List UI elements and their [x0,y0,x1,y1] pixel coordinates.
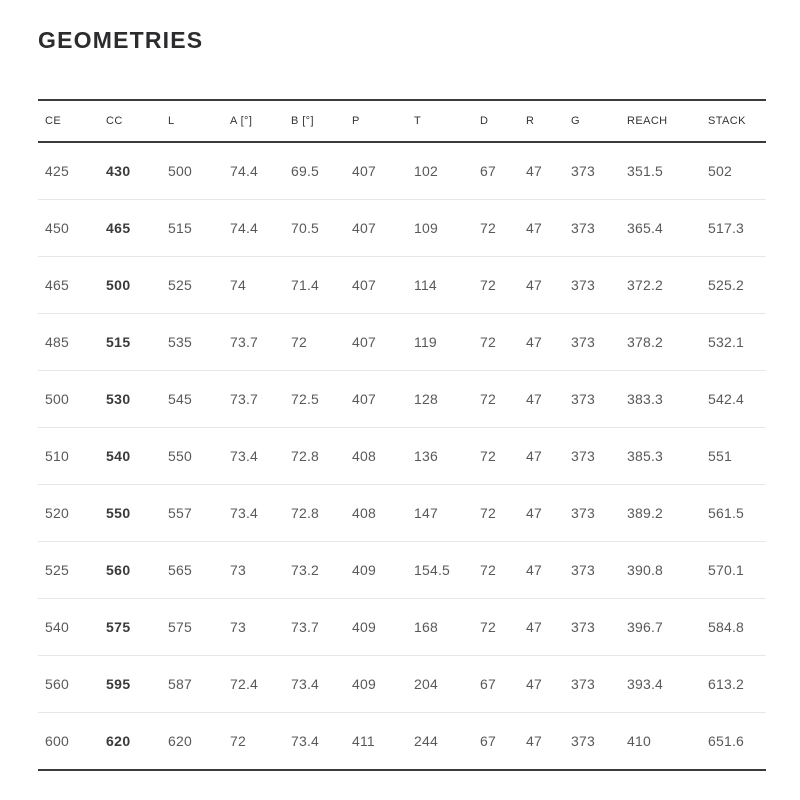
cell-cc: 530 [106,391,131,407]
cell-stack: 613.2 [708,676,745,692]
cell-cc: 515 [106,334,131,350]
table-row [38,542,766,599]
cell-cc: 560 [106,562,131,578]
cell-b: 73.4 [291,676,320,692]
geometry-table [38,99,766,771]
cell-reach: 390.8 [627,562,664,578]
cell-t: 136 [414,448,438,464]
cell-cc: 540 [106,448,131,464]
cell-g: 373 [571,562,595,578]
cell-reach: 351.5 [627,163,664,179]
table-body [38,143,766,771]
cell-d: 72 [480,334,496,350]
cell-t: 109 [414,220,438,236]
cell-l: 535 [168,334,192,350]
table-row [38,656,766,713]
cell-a: 73.4 [230,505,259,521]
cell-stack: 542.4 [708,391,745,407]
cell-t: 147 [414,505,438,521]
cell-ce: 510 [45,448,69,464]
cell-stack: 651.6 [708,733,745,749]
cell-b: 73.7 [291,619,320,635]
column-header-reach: REACH [627,115,668,127]
cell-reach: 385.3 [627,448,664,464]
cell-r: 47 [526,277,542,293]
table-row [38,257,766,314]
cell-b: 72.8 [291,448,320,464]
column-header-p: P [352,115,360,127]
cell-b: 70.5 [291,220,320,236]
cell-l: 545 [168,391,192,407]
cell-d: 67 [480,676,496,692]
cell-l: 500 [168,163,192,179]
cell-g: 373 [571,334,595,350]
cell-cc: 430 [106,163,131,179]
cell-g: 373 [571,676,595,692]
cell-reach: 396.7 [627,619,664,635]
cell-stack: 532.1 [708,334,745,350]
cell-r: 47 [526,619,542,635]
cell-r: 47 [526,733,542,749]
cell-reach: 393.4 [627,676,664,692]
cell-t: 128 [414,391,438,407]
cell-p: 407 [352,391,376,407]
cell-a: 73.7 [230,391,259,407]
cell-cc: 620 [106,733,131,749]
cell-ce: 485 [45,334,69,350]
cell-reach: 365.4 [627,220,664,236]
cell-g: 373 [571,448,595,464]
cell-p: 411 [352,733,375,749]
cell-ce: 525 [45,562,69,578]
column-header-l: L [168,115,175,127]
cell-b: 72.5 [291,391,320,407]
table-row [38,599,766,656]
cell-l: 557 [168,505,192,521]
cell-b: 73.4 [291,733,320,749]
cell-cc: 595 [106,676,131,692]
cell-g: 373 [571,220,595,236]
cell-d: 72 [480,619,496,635]
cell-ce: 600 [45,733,69,749]
cell-r: 47 [526,391,542,407]
cell-cc: 575 [106,619,131,635]
cell-p: 409 [352,619,376,635]
cell-stack: 551 [708,448,732,464]
cell-b: 72.8 [291,505,320,521]
cell-g: 373 [571,619,595,635]
cell-stack: 561.5 [708,505,745,521]
column-header-g: G [571,115,580,127]
cell-ce: 560 [45,676,69,692]
cell-r: 47 [526,448,542,464]
cell-b: 71.4 [291,277,320,293]
cell-reach: 383.3 [627,391,664,407]
cell-ce: 520 [45,505,69,521]
cell-a: 74 [230,277,246,293]
cell-a: 73 [230,562,246,578]
cell-r: 47 [526,334,542,350]
column-header-d: D [480,115,489,127]
cell-reach: 372.2 [627,277,664,293]
cell-cc: 500 [106,277,131,293]
cell-t: 102 [414,163,438,179]
cell-d: 67 [480,733,496,749]
table-row [38,200,766,257]
column-header-stack: STACK [708,115,746,127]
table-row [38,143,766,200]
cell-reach: 378.2 [627,334,664,350]
cell-p: 408 [352,448,376,464]
cell-t: 244 [414,733,438,749]
cell-p: 409 [352,676,376,692]
cell-p: 407 [352,163,376,179]
cell-l: 515 [168,220,192,236]
cell-l: 575 [168,619,192,635]
cell-r: 47 [526,505,542,521]
cell-t: 114 [414,277,437,293]
cell-a: 74.4 [230,220,259,236]
cell-d: 67 [480,163,496,179]
table-header-row [38,99,766,143]
cell-l: 525 [168,277,192,293]
cell-l: 550 [168,448,192,464]
cell-reach: 389.2 [627,505,664,521]
cell-stack: 584.8 [708,619,745,635]
cell-ce: 425 [45,163,69,179]
cell-g: 373 [571,733,595,749]
cell-d: 72 [480,220,496,236]
column-header-t: T [414,115,422,127]
cell-cc: 550 [106,505,131,521]
cell-r: 47 [526,220,542,236]
cell-d: 72 [480,277,496,293]
cell-ce: 500 [45,391,69,407]
cell-g: 373 [571,391,595,407]
cell-ce: 465 [45,277,69,293]
column-header-ce: CE [45,115,62,127]
cell-reach: 410 [627,733,651,749]
cell-t: 119 [414,334,437,350]
column-header-a-deg: A [°] [230,115,253,127]
cell-stack: 525.2 [708,277,745,293]
cell-p: 407 [352,277,376,293]
cell-l: 565 [168,562,192,578]
cell-g: 373 [571,163,595,179]
cell-r: 47 [526,163,542,179]
cell-p: 408 [352,505,376,521]
cell-a: 74.4 [230,163,259,179]
cell-p: 407 [352,334,376,350]
cell-a: 72.4 [230,676,259,692]
table-row [38,428,766,485]
cell-ce: 540 [45,619,69,635]
cell-d: 72 [480,562,496,578]
column-header-r: R [526,115,535,127]
cell-r: 47 [526,562,542,578]
table-row [38,371,766,428]
cell-a: 73 [230,619,246,635]
cell-d: 72 [480,505,496,521]
cell-t: 168 [414,619,438,635]
cell-p: 409 [352,562,376,578]
cell-a: 73.4 [230,448,259,464]
cell-l: 620 [168,733,192,749]
cell-b: 72 [291,334,307,350]
cell-t: 204 [414,676,438,692]
cell-t: 154.5 [414,562,451,578]
column-header-cc: CC [106,115,123,127]
cell-cc: 465 [106,220,131,236]
cell-p: 407 [352,220,376,236]
table-row [38,485,766,542]
column-header-b-deg: B [°] [291,115,314,127]
cell-stack: 502 [708,163,732,179]
table-row [38,314,766,371]
cell-l: 587 [168,676,192,692]
cell-b: 69.5 [291,163,320,179]
cell-g: 373 [571,277,595,293]
cell-stack: 517.3 [708,220,745,236]
cell-g: 373 [571,505,595,521]
cell-stack: 570.1 [708,562,745,578]
cell-b: 73.2 [291,562,320,578]
cell-ce: 450 [45,220,69,236]
cell-a: 73.7 [230,334,259,350]
table-row [38,713,766,769]
cell-d: 72 [480,391,496,407]
page-title: GEOMETRIES [38,27,204,53]
cell-a: 72 [230,733,246,749]
cell-r: 47 [526,676,542,692]
cell-d: 72 [480,448,496,464]
